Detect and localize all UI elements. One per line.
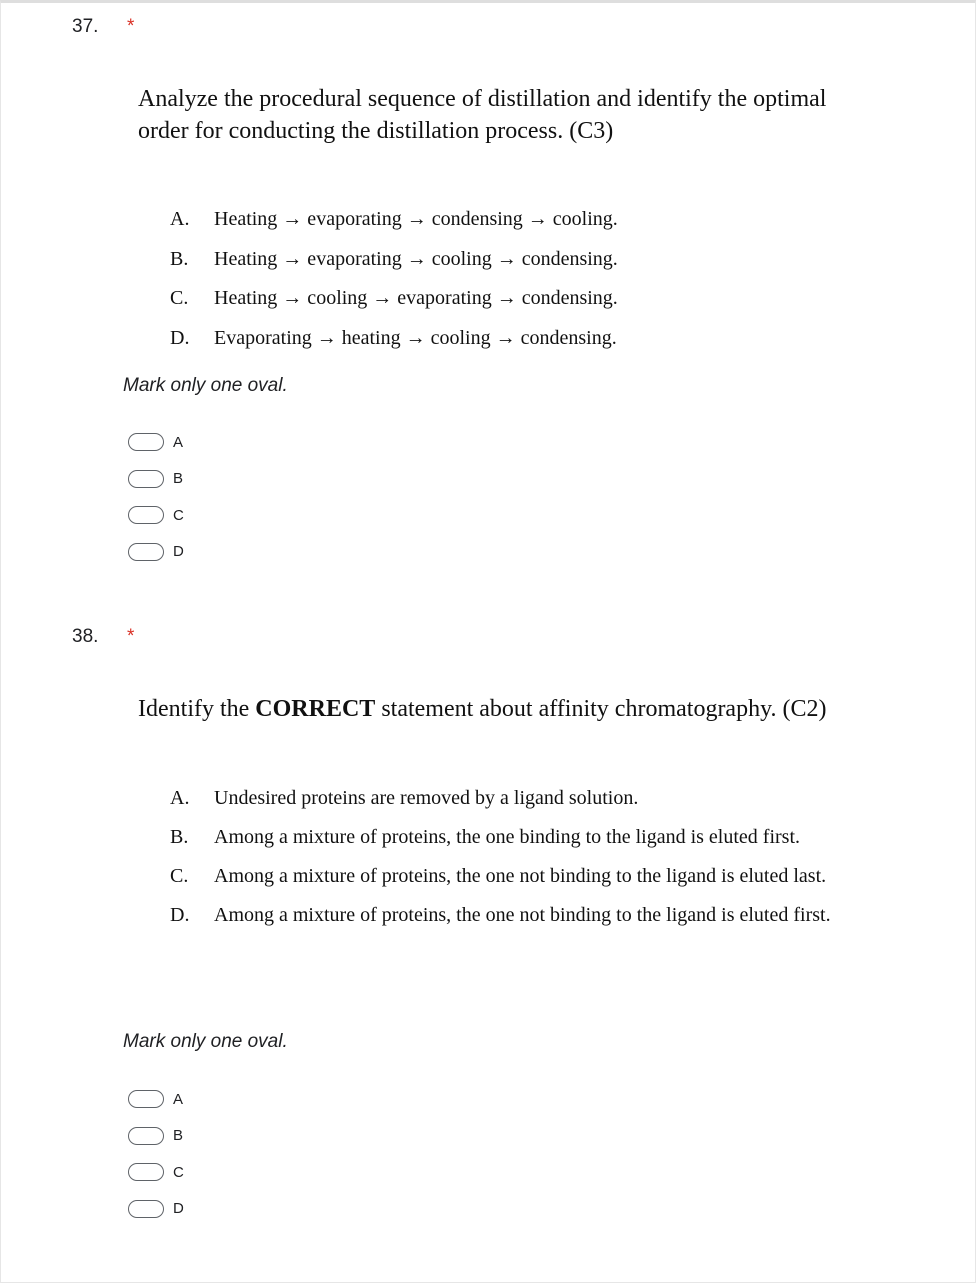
answer-option-c xyxy=(170,285,870,312)
option-letter: A. xyxy=(170,208,190,230)
answer-options xyxy=(170,785,870,941)
option-text: Heating → evaporating → condensing → cooling. xyxy=(214,208,618,230)
question-text-emphasis: CORRECT xyxy=(255,696,376,722)
radio-choice-d[interactable] xyxy=(128,1191,184,1228)
question-text xyxy=(138,693,878,725)
option-letter: D. xyxy=(170,326,190,349)
radio-oval[interactable] xyxy=(128,1127,164,1145)
instruction-text: Mark only one oval. xyxy=(123,375,288,396)
radio-group-38 xyxy=(128,1081,184,1227)
option-letter: C. xyxy=(170,287,189,309)
question-text-after: statement about affinity chromatography. (C2) xyxy=(375,696,827,722)
radio-oval[interactable] xyxy=(128,1163,164,1181)
required-asterisk: * xyxy=(127,16,135,37)
radio-choice-a[interactable] xyxy=(128,1081,184,1118)
radio-oval[interactable] xyxy=(128,470,164,488)
radio-label: C xyxy=(173,1163,184,1181)
radio-oval[interactable] xyxy=(128,506,164,524)
radio-oval[interactable] xyxy=(128,1090,164,1108)
answer-option-d xyxy=(170,325,870,352)
option-letter: B. xyxy=(170,247,189,270)
radio-label: D xyxy=(173,1200,184,1218)
radio-oval[interactable] xyxy=(128,433,164,451)
radio-choice-b[interactable] xyxy=(128,1118,184,1155)
radio-choice-c[interactable] xyxy=(128,1154,184,1191)
radio-choice-c[interactable] xyxy=(128,497,184,534)
option-text: Heating → cooling → evaporating → condensing. xyxy=(214,287,618,309)
option-text: Among a mixture of proteins, the one not binding to the ligand is eluted first. xyxy=(214,904,831,926)
question-number: 37. xyxy=(72,16,99,37)
answer-options xyxy=(170,206,870,364)
answer-option-b xyxy=(170,824,870,851)
radio-oval[interactable] xyxy=(128,543,164,561)
radio-label: A xyxy=(173,433,184,451)
radio-oval[interactable] xyxy=(128,1200,164,1218)
option-letter: B. xyxy=(170,826,189,848)
question-text-before: Identify the xyxy=(138,696,256,722)
radio-label: B xyxy=(173,1127,184,1145)
answer-option-d xyxy=(170,902,870,929)
radio-label: C xyxy=(173,506,184,524)
question-number: 38. xyxy=(72,626,99,647)
radio-choice-d[interactable] xyxy=(128,534,184,571)
radio-choice-a[interactable] xyxy=(128,424,184,461)
answer-option-a xyxy=(170,785,870,812)
radio-group-37 xyxy=(128,424,184,570)
option-text: Among a mixture of proteins, the one not binding to the ligand is eluted last. xyxy=(214,865,827,887)
instruction-text: Mark only one oval. xyxy=(123,1031,288,1052)
radio-label: D xyxy=(173,543,184,561)
option-text: Heating → evaporating → cooling → condensing. xyxy=(214,247,618,270)
option-text: Among a mixture of proteins, the one binding to the ligand is eluted first. xyxy=(214,826,801,848)
radio-label: B xyxy=(173,470,184,488)
radio-label: A xyxy=(173,1090,184,1108)
option-text: Undesired proteins are removed by a ligand solution. xyxy=(214,787,639,809)
question-text: Analyze the procedural sequence of distillation and identify the optimal order for conducting the distillation process. (C3) xyxy=(138,86,827,144)
answer-option-b xyxy=(170,246,870,273)
option-letter: A. xyxy=(170,787,190,809)
option-text: Evaporating → heating → cooling → condensing. xyxy=(214,326,617,349)
option-letter: D. xyxy=(170,904,190,926)
answer-option-c xyxy=(170,863,870,890)
answer-option-a xyxy=(170,206,870,233)
option-letter: C. xyxy=(170,865,189,887)
required-asterisk: * xyxy=(127,626,135,647)
radio-choice-b[interactable] xyxy=(128,461,184,498)
